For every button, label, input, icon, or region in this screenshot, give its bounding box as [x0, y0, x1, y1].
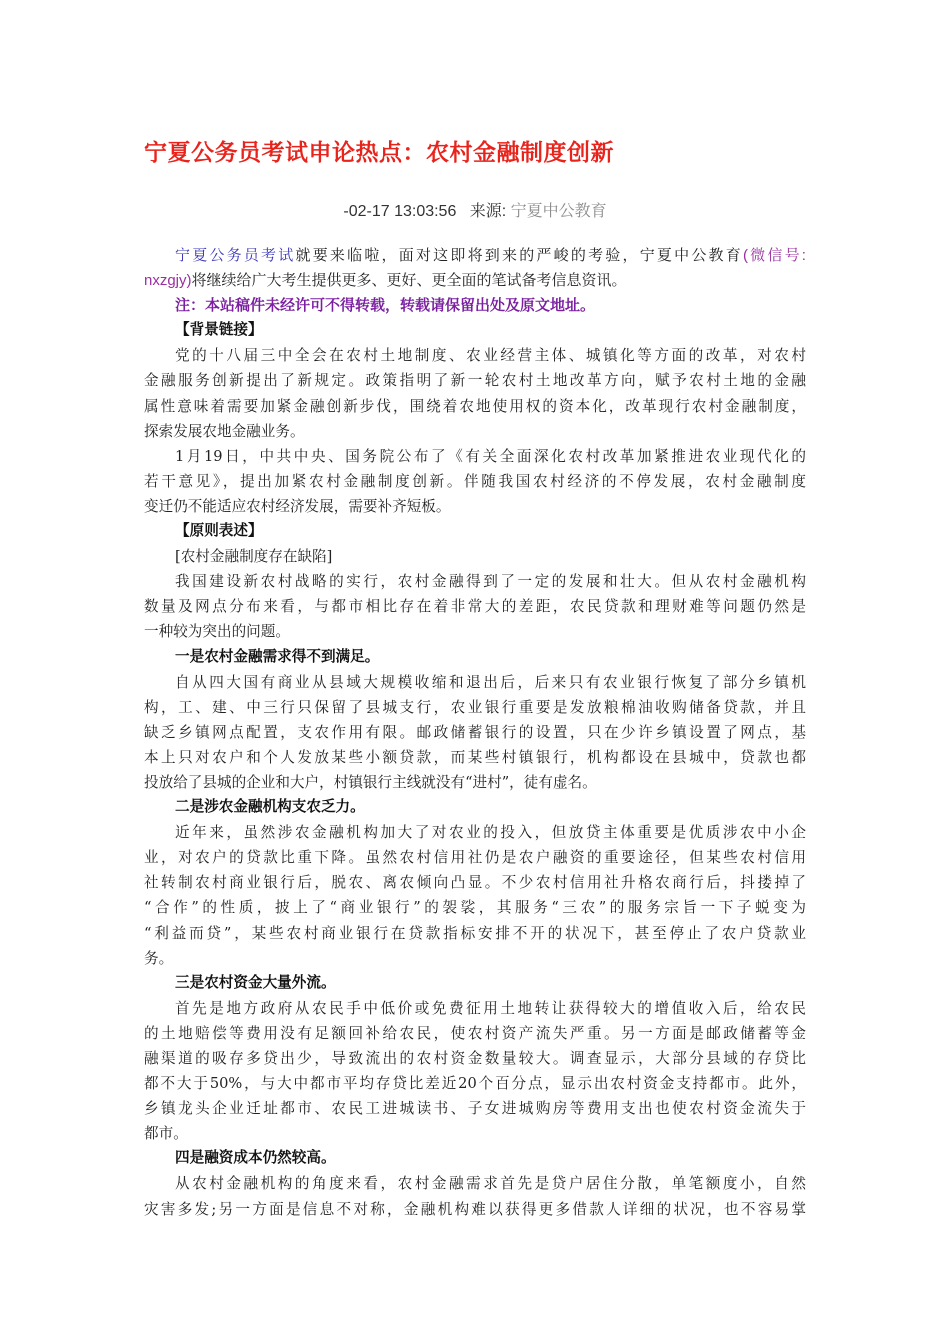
paragraph-line: 从农村金融机构的角度来看，农村金融需求首先是贷户居住分散，单笔额度小，自然 [175, 1175, 806, 1193]
point-heading: 一是农村金融需求得不到满足。 [175, 648, 380, 665]
article-body [144, 243, 806, 1222]
point-heading: 二是涉农金融机构支农乏力。 [175, 799, 365, 816]
point-heading: 三是农村资金大量外流。 [175, 974, 336, 991]
paragraph-line: 本上只对农户和个人发放某些小额贷款，而某些村镇银行，机构都设在县城中，贷款也都 [144, 748, 806, 766]
paragraph-line: 若干意见》，提出加紧农村金融制度创新。伴随我国农村经济的不停发展，农村金融制度 [144, 472, 806, 490]
paragraph-line: 都不大于50%，与大中都市平均存贷比差近20个百分点，显示出农村资金支持都市。此外， [144, 1075, 806, 1093]
paragraph-line: 社转制农村商业银行后，脱农、离农倾向凸显。不少农村信用社升格农商行后，抖搂掉了 [144, 874, 806, 892]
repost-note: 注：本站稿件未经许可不得转载，转载请保留出处及原文地址。 [175, 297, 596, 315]
paragraph-line: 1月19日，中共中央、国务院公布了《有关全面深化农村改革加紧推进农业现代化的 [175, 447, 806, 465]
paragraph-line: 近年来，虽然涉农金融机构加大了对农业的投入，但放贷主体重要是优质涉农中小企 [175, 824, 806, 842]
paragraph-line: 变迁仍不能适应农村经济发展，需要补齐短板。 [144, 497, 451, 515]
paragraph-line: 的土地赔偿等费用没有足额回补给农民，使农村资产流失严重。另一方面是邮政储蓄等金 [144, 1024, 806, 1042]
paragraph-line: 首先是地方政府从农民手中低价或免费征用土地转让获得较大的增值收入后，给农民 [175, 999, 806, 1017]
paragraph-line: 金融服务创新提出了新规定。政策指明了新一轮农村土地改革方向，赋予农村土地的金融 [144, 372, 806, 390]
paragraph-line: 灾害多发;另一方面是信息不对称，金融机构难以获得更多借款人详细的状况，也不容易掌 [144, 1200, 806, 1218]
article-title: 宁夏公务员考试申论热点：农村金融制度创新 [144, 139, 614, 165]
paragraph-line: 业，对农户的贷款比重下降。虽然农村信用社仍是农户融资的重要途径，但某些农村信用 [144, 849, 806, 867]
paragraph-line: 我国建设新农村战略的实行，农村金融得到了一定的发展和壮大。但从农村金融机构 [175, 573, 806, 591]
paragraph-line: 都市。 [144, 1125, 188, 1143]
subsection-heading: [农村金融制度存在缺陷] [175, 548, 333, 566]
paragraph-line: 融渠道的吸存多贷出少，导致流出的农村资金数量较大。调查显示，大部分县域的存贷比 [144, 1050, 806, 1067]
source-label: 来源: [469, 203, 507, 220]
exam-link[interactable]: 宁夏公务员考试 [175, 247, 296, 264]
paragraph-line: “利益而贷”，某些农村商业银行在贷款指标安排不开的状况下，甚至停止了农户贷款业 [144, 924, 806, 942]
intro-line-2: nxzgjy)将继续给广大考生提供更多、更好、更全面的笔试备考信息资讯。 [144, 272, 627, 290]
paragraph-line: 党的十八届三中全会在农村土地制度、农业经营主体、城镇化等方面的改革，对农村 [175, 347, 806, 365]
section-heading: 【原则表述】 [175, 523, 263, 540]
paragraph-line: 务。 [144, 949, 174, 967]
publish-date: -02-17 13:03:56 [343, 203, 457, 220]
paragraph-line: 缺乏乡镇网点配置，支农作用有限。邮政储蓄银行的设置，只在少许乡镇设置了网点，基 [144, 723, 806, 741]
paragraph-line: 投放给了县城的企业和大户，村镇银行主线就没有“进村”，徒有虚名。 [144, 773, 597, 791]
section-heading: 【背景链接】 [175, 322, 263, 339]
wechat-id: (微信号: [742, 247, 806, 264]
paragraph-line: 乡镇龙头企业迁址都市、农民工进城读书、子女进城购房等费用支出也使农村资金流失于 [144, 1100, 806, 1118]
source-link[interactable]: 宁夏中公教育 [510, 203, 607, 220]
paragraph-line: 属性意味着需要加紧金融创新步伐，围绕着农地使用权的资本化，改革现行农村金融制度， [144, 397, 806, 415]
paragraph-line: 探索发展农地金融业务。 [144, 422, 305, 440]
paragraph-line: 数量及网点分布来看，与都市相比存在着非常大的差距，农民贷款和理财难等问题仍然是 [144, 598, 806, 616]
paragraph-line: 构，工、建、中三行只保留了县城支行，农业银行重要是发放粮棉油收购储备贷款，并且 [144, 698, 806, 716]
point-heading: 四是融资成本仍然较高。 [175, 1150, 336, 1167]
paragraph-line: 自从四大国有商业从县域大规模收缩和退出后，后来只有农业银行恢复了部分乡镇机 [175, 673, 806, 691]
paragraph-line: “合作”的性质，披上了“商业银行”的袈裟，其服务“三农”的服务宗旨一下子蜕变为 [144, 899, 806, 917]
article-meta [0, 198, 950, 221]
intro-line-1: 宁夏公务员考试就要来临啦，面对这即将到来的严峻的考验，宁夏中公教育(微信号: [175, 247, 806, 264]
paragraph-line: 一种较为突出的问题。 [144, 623, 290, 641]
